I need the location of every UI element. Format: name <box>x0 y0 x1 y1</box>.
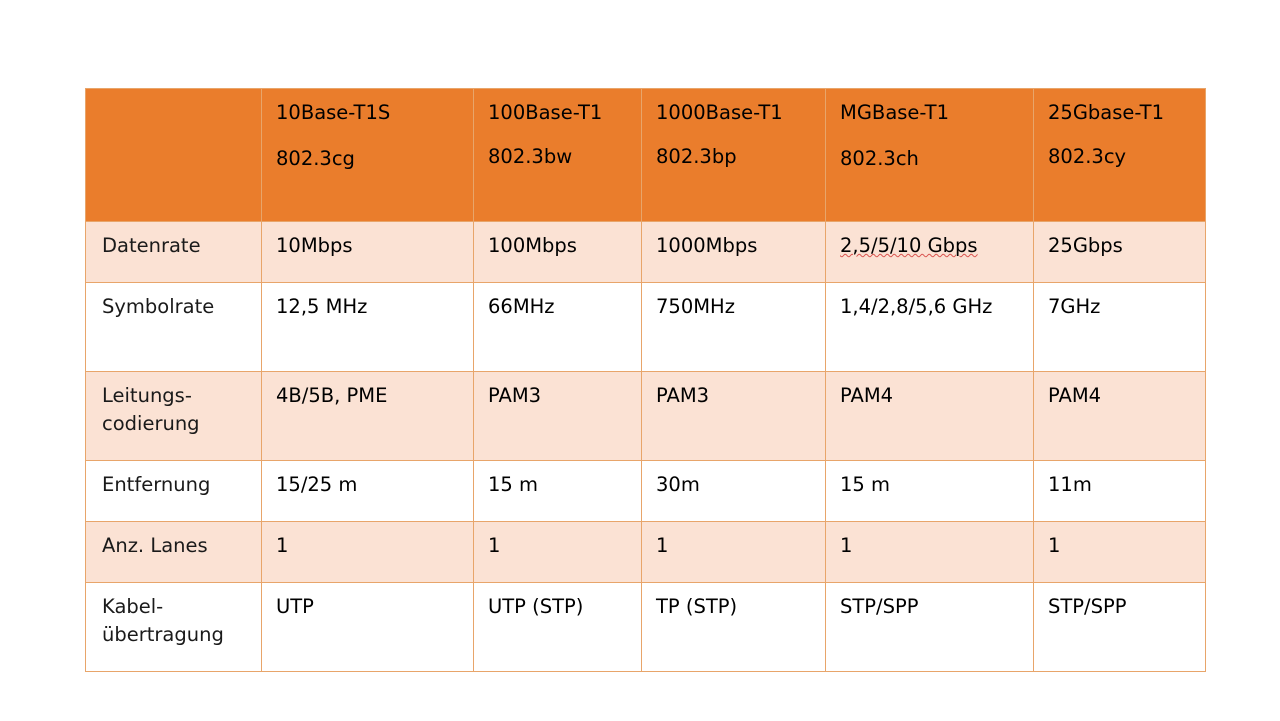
header-standard-10base-t1s: 802.3cg <box>276 146 355 170</box>
row-label-leitungscodierung: Leitungs-codierung <box>86 372 262 461</box>
cell-datenrate-mgbase-t1: 2,5/5/10 Gbps <box>826 222 1034 283</box>
cell-leitungscodierung-100base-t1: PAM3 <box>474 372 642 461</box>
cell-entfernung-10base-t1s: 15/25 m <box>262 461 474 522</box>
header-cell-25gbase-t1 <box>1034 89 1206 222</box>
cell-anz-lanes-25gbase-t1: 1 <box>1034 522 1206 583</box>
cell-kabeluebertragung-1000base-t1: TP (STP) <box>642 583 826 672</box>
cell-anz-lanes-mgbase-t1: 1 <box>826 522 1034 583</box>
table-body <box>86 222 1206 672</box>
table-row <box>86 222 1206 283</box>
table-header <box>86 89 1206 222</box>
table-row <box>86 461 1206 522</box>
cell-symbolrate-25gbase-t1: 7GHz <box>1034 283 1206 372</box>
ethernet-spec-table <box>85 88 1206 672</box>
header-standard-1000base-t1: 802.3bp <box>656 144 737 168</box>
cell-leitungscodierung-25gbase-t1: PAM4 <box>1034 372 1206 461</box>
cell-leitungscodierung-10base-t1s: 4B/5B, PME <box>262 372 474 461</box>
row-label-kabeluebertragung: Kabel-übertragung <box>86 583 262 672</box>
header-name-10base-t1s: 10Base-T1S <box>276 101 391 124</box>
cell-kabeluebertragung-mgbase-t1: STP/SPP <box>826 583 1034 672</box>
header-name-25gbase-t1: 25Gbase-T1 <box>1048 101 1164 124</box>
header-cell-1000base-t1 <box>642 89 826 222</box>
cell-datenrate-25gbase-t1: 25Gbps <box>1034 222 1206 283</box>
cell-symbolrate-10base-t1s: 12,5 MHz <box>262 283 474 372</box>
table-row <box>86 583 1206 672</box>
cell-kabeluebertragung-25gbase-t1: STP/SPP <box>1034 583 1206 672</box>
table-row <box>86 522 1206 583</box>
header-standard-25gbase-t1: 802.3cy <box>1048 144 1127 168</box>
cell-anz-lanes-1000base-t1: 1 <box>642 522 826 583</box>
table-row <box>86 372 1206 461</box>
cell-anz-lanes-100base-t1: 1 <box>474 522 642 583</box>
table-header-row <box>86 89 1206 222</box>
header-cell-100base-t1 <box>474 89 642 222</box>
header-name-100base-t1: 100Base-T1 <box>488 101 603 124</box>
cell-symbolrate-1000base-t1: 750MHz <box>642 283 826 372</box>
spec-table-container <box>85 88 1205 672</box>
header-name-1000base-t1: 1000Base-T1 <box>656 101 783 124</box>
cell-kabeluebertragung-100base-t1: UTP (STP) <box>474 583 642 672</box>
cell-entfernung-100base-t1: 15 m <box>474 461 642 522</box>
cell-entfernung-mgbase-t1: 15 m <box>826 461 1034 522</box>
header-cell-corner <box>86 89 262 222</box>
header-standard-100base-t1: 802.3bw <box>488 144 573 168</box>
row-label-datenrate: Datenrate <box>86 222 262 283</box>
cell-kabeluebertragung-10base-t1s: UTP <box>262 583 474 672</box>
cell-symbolrate-100base-t1: 66MHz <box>474 283 642 372</box>
cell-datenrate-1000base-t1: 1000Mbps <box>642 222 826 283</box>
cell-datenrate-10base-t1s: 10Mbps <box>262 222 474 283</box>
cell-symbolrate-mgbase-t1: 1,4/2,8/5,6 GHz <box>826 283 1034 372</box>
header-name-mgbase-t1: MGBase-T1 <box>840 101 949 124</box>
header-standard-mgbase-t1: 802.3ch <box>840 146 919 170</box>
cell-anz-lanes-10base-t1s: 1 <box>262 522 474 583</box>
cell-leitungscodierung-1000base-t1: PAM3 <box>642 372 826 461</box>
table-row <box>86 283 1206 372</box>
row-label-entfernung: Entfernung <box>86 461 262 522</box>
cell-entfernung-25gbase-t1: 11m <box>1034 461 1206 522</box>
cell-leitungscodierung-mgbase-t1: PAM4 <box>826 372 1034 461</box>
cell-entfernung-1000base-t1: 30m <box>642 461 826 522</box>
row-label-symbolrate: Symbolrate <box>86 283 262 372</box>
cell-datenrate-100base-t1: 100Mbps <box>474 222 642 283</box>
header-cell-10base-t1s <box>262 89 474 222</box>
row-label-anz-lanes: Anz. Lanes <box>86 522 262 583</box>
header-cell-mgbase-t1 <box>826 89 1034 222</box>
